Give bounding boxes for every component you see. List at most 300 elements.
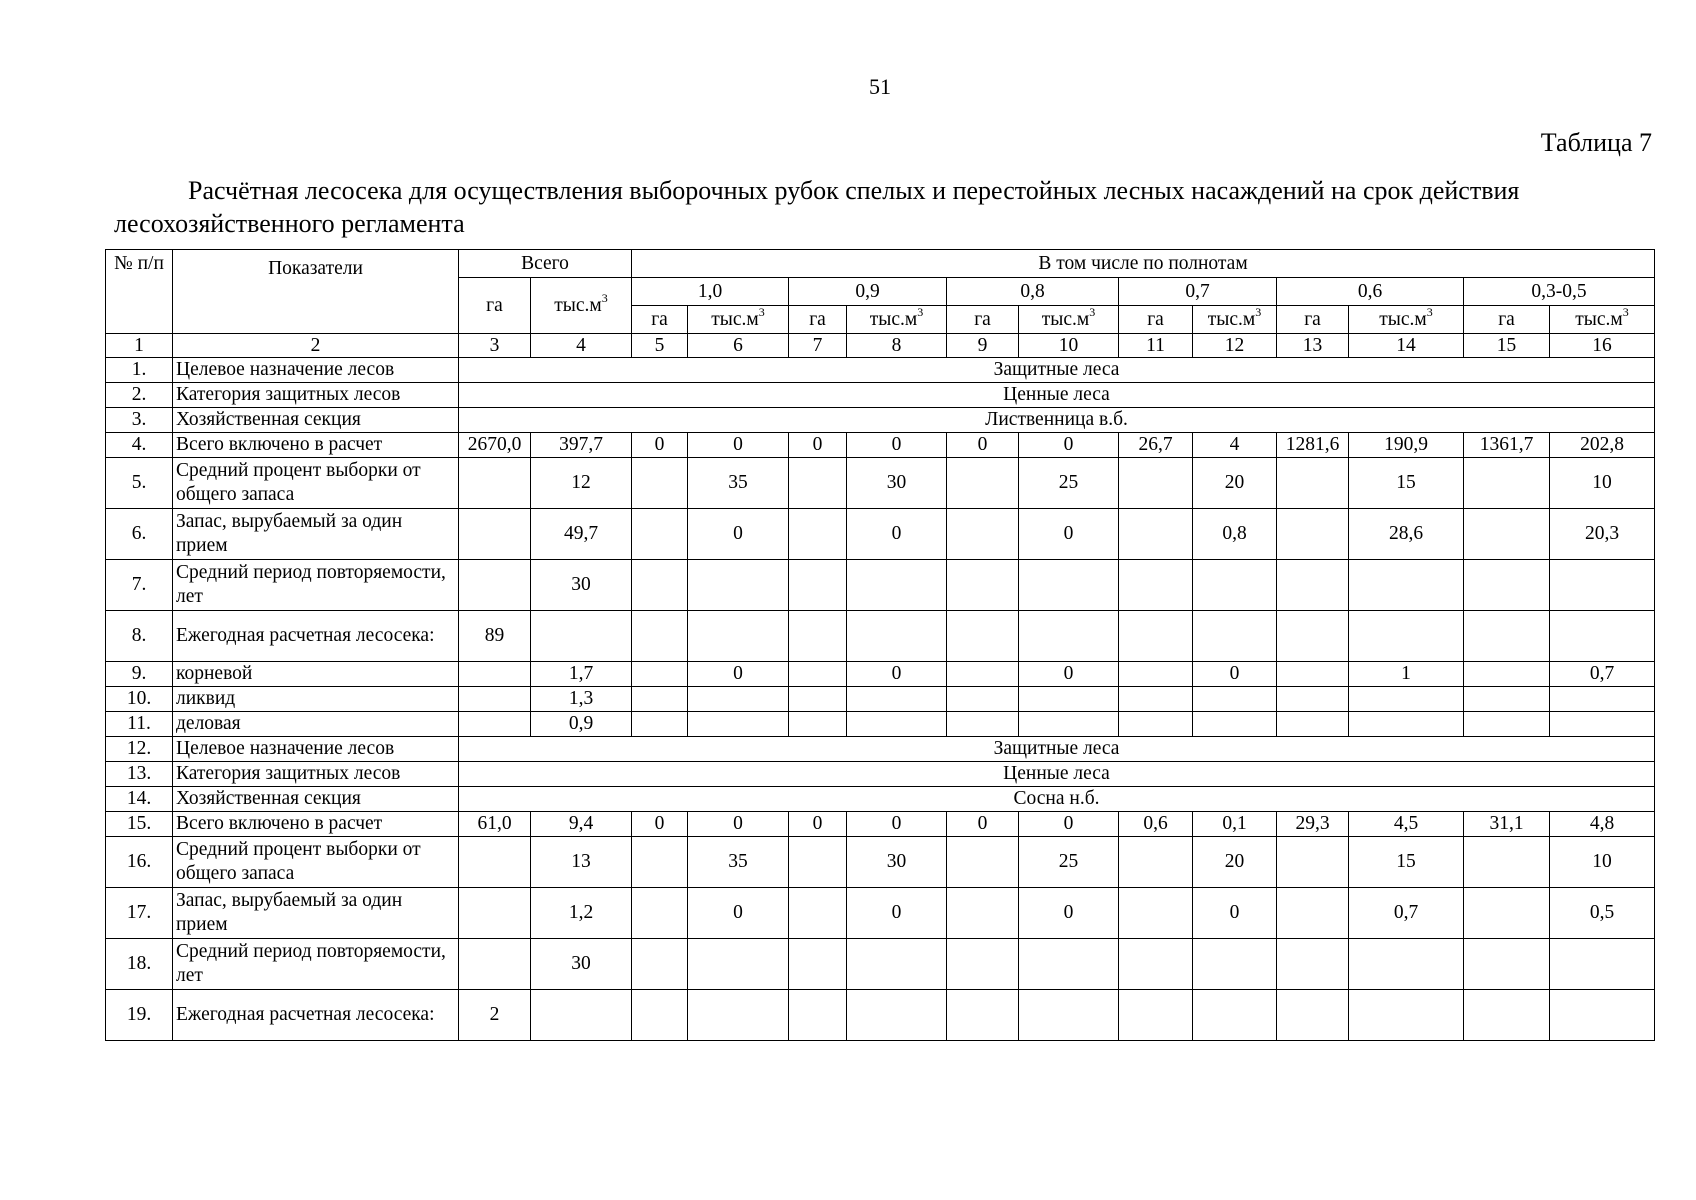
row-number: 5.	[106, 458, 173, 509]
row-merged-value: Лиственница в.б.	[459, 408, 1655, 433]
table-cell	[1464, 939, 1550, 990]
row-number: 4.	[106, 433, 173, 458]
table-cell	[1019, 939, 1119, 990]
table-row	[106, 737, 1655, 762]
table-cell: 0	[688, 433, 789, 458]
table-cell: 20	[1193, 458, 1277, 509]
table-row	[106, 888, 1655, 939]
table-cell	[632, 662, 688, 687]
unit-label: тыс.м	[1379, 308, 1427, 330]
table-cell: 0,6	[1119, 812, 1193, 837]
table-cell: 0	[947, 812, 1019, 837]
table-cell	[947, 611, 1019, 662]
column-number: 11	[1119, 334, 1193, 358]
table-cell	[459, 560, 531, 611]
table-cell: 35	[688, 458, 789, 509]
table-label: Таблица 7	[1540, 128, 1652, 157]
table-cell	[947, 990, 1019, 1041]
table-cell	[1464, 560, 1550, 611]
column-number: 12	[1193, 334, 1277, 358]
header-density-2: 0,8	[947, 278, 1119, 306]
header-unit-ha: га	[947, 306, 1019, 334]
row-merged-value: Ценные леса	[459, 762, 1655, 787]
table-cell	[1277, 939, 1349, 990]
table-cell: 0	[847, 662, 947, 687]
table-cell	[632, 560, 688, 611]
table-cell	[1019, 990, 1119, 1041]
column-number: 13	[1277, 334, 1349, 358]
table-cell	[847, 611, 947, 662]
header-by-density: В том числе по полнотам	[632, 250, 1655, 278]
table-row	[106, 433, 1655, 458]
table-cell: 4,5	[1349, 812, 1464, 837]
table-cell: 0	[789, 812, 847, 837]
row-number: 19.	[106, 990, 173, 1041]
table-cell	[789, 939, 847, 990]
table-row	[106, 812, 1655, 837]
column-number: 6	[688, 334, 789, 358]
table-cell: 1	[1349, 662, 1464, 687]
unit-superscript: 3	[1622, 305, 1629, 319]
table-cell	[789, 509, 847, 560]
table-cell	[459, 939, 531, 990]
column-number: 10	[1019, 334, 1119, 358]
table-cell: 13	[531, 837, 632, 888]
header-total-volume	[531, 278, 632, 334]
table-cell: 15	[1349, 458, 1464, 509]
table-cell: 0	[688, 509, 789, 560]
table-cell	[947, 458, 1019, 509]
header-no: № п/п	[106, 250, 173, 334]
table-cell	[1550, 939, 1655, 990]
table-cell	[1349, 687, 1464, 712]
unit-superscript: 3	[1426, 305, 1433, 319]
table-cell: 15	[1349, 837, 1464, 888]
table-cell	[1277, 560, 1349, 611]
table-cell: 0	[1019, 433, 1119, 458]
table-cell: 61,0	[459, 812, 531, 837]
header-unit-volume	[688, 306, 789, 334]
row-number: 11.	[106, 712, 173, 737]
table-cell	[1550, 990, 1655, 1041]
row-number: 16.	[106, 837, 173, 888]
table-cell	[632, 687, 688, 712]
header-total: Всего	[459, 250, 632, 278]
column-number: 3	[459, 334, 531, 358]
header-unit-volume	[847, 306, 947, 334]
table-cell	[459, 712, 531, 737]
table-cell: 2	[459, 990, 531, 1041]
title-line-2: лесохозяйственного регламента	[114, 209, 465, 238]
table-cell	[1193, 560, 1277, 611]
table-cell	[1550, 712, 1655, 737]
table-cell: 12	[531, 458, 632, 509]
row-number: 2.	[106, 383, 173, 408]
row-indicator: Целевое назначение лесов	[173, 358, 459, 383]
table-cell	[947, 712, 1019, 737]
table-cell	[459, 687, 531, 712]
table-cell	[1349, 939, 1464, 990]
table-cell	[1464, 509, 1550, 560]
table-cell: 0	[847, 888, 947, 939]
unit-label: тыс.м	[869, 308, 918, 330]
table-cell: 0	[688, 888, 789, 939]
table-cell	[1550, 560, 1655, 611]
row-number: 10.	[106, 687, 173, 712]
table-cell: 28,6	[1349, 509, 1464, 560]
table-cell	[1193, 990, 1277, 1041]
table-cell	[459, 837, 531, 888]
table-cell	[789, 687, 847, 712]
table-cell	[847, 990, 947, 1041]
table-cell: 1361,7	[1464, 433, 1550, 458]
table-cell: 9,4	[531, 812, 632, 837]
table-row	[106, 990, 1655, 1041]
row-number: 7.	[106, 560, 173, 611]
table-cell: 0,7	[1550, 662, 1655, 687]
table-row	[106, 358, 1655, 383]
table-cell	[688, 687, 789, 712]
column-number: 2	[173, 334, 459, 358]
row-number: 6.	[106, 509, 173, 560]
table-cell: 1,3	[531, 687, 632, 712]
table-cell: 30	[531, 939, 632, 990]
table-cell	[1119, 712, 1193, 737]
column-number: 14	[1349, 334, 1464, 358]
table-cell	[1019, 560, 1119, 611]
table-row	[106, 383, 1655, 408]
table-cell	[847, 712, 947, 737]
table-cell	[847, 560, 947, 611]
table-cell: 0	[632, 433, 688, 458]
table-cell	[531, 611, 632, 662]
row-indicator: Средний период повторяемости, лет	[173, 560, 459, 611]
table-cell: 0	[1019, 812, 1119, 837]
table-cell: 35	[688, 837, 789, 888]
row-indicator: Всего включено в расчет	[173, 433, 459, 458]
table-cell	[1193, 687, 1277, 712]
row-indicator: Запас, вырубаемый за один прием	[173, 509, 459, 560]
table-cell: 0	[847, 509, 947, 560]
table-cell	[947, 687, 1019, 712]
row-number: 17.	[106, 888, 173, 939]
table-cell: 30	[847, 837, 947, 888]
table-cell	[947, 888, 1019, 939]
header-unit-ha: га	[789, 306, 847, 334]
column-number: 7	[789, 334, 847, 358]
table-cell	[789, 662, 847, 687]
table-cell	[789, 990, 847, 1041]
table-cell	[1277, 990, 1349, 1041]
row-indicator: Средний процент выборки от общего запаса	[173, 837, 459, 888]
table-cell	[789, 458, 847, 509]
table-cell	[789, 560, 847, 611]
table-cell	[1119, 990, 1193, 1041]
header-unit-volume	[1349, 306, 1464, 334]
table-cell	[1119, 458, 1193, 509]
table-cell: 0,1	[1193, 812, 1277, 837]
table-cell: 0	[1193, 888, 1277, 939]
row-number: 12.	[106, 737, 173, 762]
row-indicator: Средний период повторяемости, лет	[173, 939, 459, 990]
table-cell: 0	[947, 433, 1019, 458]
table-cell: 25	[1019, 458, 1119, 509]
logging-table	[105, 249, 1655, 1041]
table-cell	[947, 837, 1019, 888]
table-cell	[1119, 611, 1193, 662]
table-row	[106, 712, 1655, 737]
table-cell	[1550, 611, 1655, 662]
row-indicator: Категория защитных лесов	[173, 383, 459, 408]
table-cell: 0	[632, 812, 688, 837]
table-row	[106, 458, 1655, 509]
table-cell: 25	[1019, 837, 1119, 888]
table-cell	[1277, 712, 1349, 737]
row-indicator: Категория защитных лесов	[173, 762, 459, 787]
table-row	[106, 611, 1655, 662]
unit-superscript: 3	[601, 291, 608, 305]
table-cell	[947, 939, 1019, 990]
header-density-5: 0,3-0,5	[1464, 278, 1655, 306]
table-cell	[1349, 712, 1464, 737]
row-indicator: Запас, вырубаемый за один прием	[173, 888, 459, 939]
table-cell	[1119, 509, 1193, 560]
table-cell: 202,8	[1550, 433, 1655, 458]
column-number: 9	[947, 334, 1019, 358]
table-cell	[1277, 611, 1349, 662]
table-cell	[1464, 611, 1550, 662]
table-cell: 10	[1550, 458, 1655, 509]
table-cell	[1277, 687, 1349, 712]
page-number: 51	[869, 74, 891, 99]
unit-superscript: 3	[1089, 305, 1096, 319]
table-cell: 1,7	[531, 662, 632, 687]
row-number: 3.	[106, 408, 173, 433]
table-row	[106, 837, 1655, 888]
row-indicator: корневой	[173, 662, 459, 687]
table-cell	[947, 560, 1019, 611]
table-cell	[1464, 458, 1550, 509]
table-row	[106, 662, 1655, 687]
table-cell	[688, 611, 789, 662]
unit-label: тыс.м	[554, 294, 602, 316]
table-cell: 0	[1193, 662, 1277, 687]
table-cell	[1119, 939, 1193, 990]
table-cell: 4	[1193, 433, 1277, 458]
row-indicator: Хозяйственная секция	[173, 787, 459, 812]
table-cell	[1349, 611, 1464, 662]
column-number: 8	[847, 334, 947, 358]
table-cell	[1193, 939, 1277, 990]
header-total-ha: га	[459, 278, 531, 334]
table-cell	[1464, 712, 1550, 737]
table-cell	[1550, 687, 1655, 712]
table-cell	[632, 458, 688, 509]
table-cell	[1277, 888, 1349, 939]
table-cell	[632, 990, 688, 1041]
unit-label: тыс.м	[1575, 308, 1623, 330]
table-cell	[847, 939, 947, 990]
table-cell	[1464, 888, 1550, 939]
header-unit-volume	[1193, 306, 1277, 334]
row-indicator: деловая	[173, 712, 459, 737]
table-cell: 0	[1019, 888, 1119, 939]
table-cell: 2670,0	[459, 433, 531, 458]
header-density-3: 0,7	[1119, 278, 1277, 306]
unit-label: тыс.м	[711, 308, 759, 330]
table-cell	[688, 712, 789, 737]
header-unit-ha: га	[1277, 306, 1349, 334]
table-cell	[632, 509, 688, 560]
table-cell	[459, 888, 531, 939]
table-cell: 0	[688, 812, 789, 837]
table-cell: 397,7	[531, 433, 632, 458]
row-number: 18.	[106, 939, 173, 990]
table-cell	[1277, 458, 1349, 509]
table-cell	[1464, 662, 1550, 687]
column-number: 16	[1550, 334, 1655, 358]
table-cell	[459, 662, 531, 687]
header-unit-ha: га	[1464, 306, 1550, 334]
header-unit-volume	[1550, 306, 1655, 334]
unit-superscript: 3	[1255, 305, 1262, 319]
row-number: 9.	[106, 662, 173, 687]
table-cell: 0,7	[1349, 888, 1464, 939]
row-indicator: Ежегодная расчетная лесосека:	[173, 990, 459, 1041]
table-cell	[1464, 687, 1550, 712]
table-cell	[1277, 837, 1349, 888]
unit-label: тыс.м	[1041, 308, 1090, 330]
table-cell: 30	[847, 458, 947, 509]
table-cell: 49,7	[531, 509, 632, 560]
table-cell	[1119, 888, 1193, 939]
header-unit-ha: га	[632, 306, 688, 334]
row-indicator: Средний процент выборки от общего запаса	[173, 458, 459, 509]
table-cell: 4,8	[1550, 812, 1655, 837]
table-cell	[688, 560, 789, 611]
row-indicator: Целевое назначение лесов	[173, 737, 459, 762]
header-density-4: 0,6	[1277, 278, 1464, 306]
table-cell: 0	[688, 662, 789, 687]
table-cell: 1281,6	[1277, 433, 1349, 458]
table-cell	[1349, 560, 1464, 611]
table-cell	[1349, 990, 1464, 1041]
table-row	[106, 560, 1655, 611]
title-line-1: Расчётная лесосека для осуществления выборочных рубок спелых и перестойных лесных насаждений на срок действия	[188, 176, 1520, 205]
header-density-1: 0,9	[789, 278, 947, 306]
table-cell	[1119, 837, 1193, 888]
table-cell	[1464, 990, 1550, 1041]
table-row	[106, 762, 1655, 787]
header-unit-volume	[1019, 306, 1119, 334]
table-cell: 0	[789, 433, 847, 458]
table-cell: 1,2	[531, 888, 632, 939]
table-cell	[1464, 837, 1550, 888]
row-merged-value: Защитные леса	[459, 358, 1655, 383]
row-number: 15.	[106, 812, 173, 837]
table-cell	[1193, 611, 1277, 662]
column-number: 5	[632, 334, 688, 358]
table-cell: 0	[847, 433, 947, 458]
table-cell	[1019, 611, 1119, 662]
table-cell	[459, 458, 531, 509]
row-number: 13.	[106, 762, 173, 787]
table-cell	[632, 712, 688, 737]
table-cell	[1277, 662, 1349, 687]
row-merged-value: Сосна н.б.	[459, 787, 1655, 812]
table-cell: 0,8	[1193, 509, 1277, 560]
column-number: 15	[1464, 334, 1550, 358]
table-cell: 29,3	[1277, 812, 1349, 837]
table-cell: 190,9	[1349, 433, 1464, 458]
table-row	[106, 939, 1655, 990]
table-cell	[1119, 560, 1193, 611]
column-number: 1	[106, 334, 173, 358]
header-indicators: Показатели	[173, 250, 459, 334]
table-cell	[947, 662, 1019, 687]
row-number: 8.	[106, 611, 173, 662]
unit-superscript: 3	[758, 305, 765, 319]
row-merged-value: Ценные леса	[459, 383, 1655, 408]
row-indicator: ликвид	[173, 687, 459, 712]
column-number: 4	[531, 334, 632, 358]
table-cell	[1277, 509, 1349, 560]
table-cell: 0	[847, 812, 947, 837]
table-cell	[1193, 712, 1277, 737]
table-cell: 10	[1550, 837, 1655, 888]
table-row	[106, 687, 1655, 712]
table-cell: 0	[1019, 662, 1119, 687]
header-density-0: 1,0	[632, 278, 789, 306]
row-indicator: Ежегодная расчетная лесосека:	[173, 611, 459, 662]
table-row	[106, 509, 1655, 560]
table-row	[106, 408, 1655, 433]
table-cell: 0	[1019, 509, 1119, 560]
table-cell	[1019, 712, 1119, 737]
table-cell	[632, 837, 688, 888]
table-cell	[531, 990, 632, 1041]
row-indicator: Хозяйственная секция	[173, 408, 459, 433]
table-cell: 89	[459, 611, 531, 662]
row-number: 1.	[106, 358, 173, 383]
table-cell	[789, 611, 847, 662]
row-number: 14.	[106, 787, 173, 812]
table-cell	[1119, 662, 1193, 687]
table-cell	[789, 837, 847, 888]
table-cell: 20,3	[1550, 509, 1655, 560]
table-cell	[632, 888, 688, 939]
table-cell	[789, 712, 847, 737]
table-cell: 0,9	[531, 712, 632, 737]
table-row	[106, 787, 1655, 812]
table-cell	[847, 687, 947, 712]
row-merged-value: Защитные леса	[459, 737, 1655, 762]
table-cell	[632, 611, 688, 662]
table-cell: 30	[531, 560, 632, 611]
table-cell	[688, 939, 789, 990]
row-indicator: Всего включено в расчет	[173, 812, 459, 837]
table-cell: 31,1	[1464, 812, 1550, 837]
table-cell: 20	[1193, 837, 1277, 888]
table-cell	[459, 509, 531, 560]
table-cell	[1119, 687, 1193, 712]
unit-superscript: 3	[917, 305, 924, 319]
table-cell	[632, 939, 688, 990]
document-title	[114, 174, 1654, 240]
unit-label: тыс.м	[1207, 308, 1256, 330]
table-cell	[1019, 687, 1119, 712]
table-cell: 0,5	[1550, 888, 1655, 939]
